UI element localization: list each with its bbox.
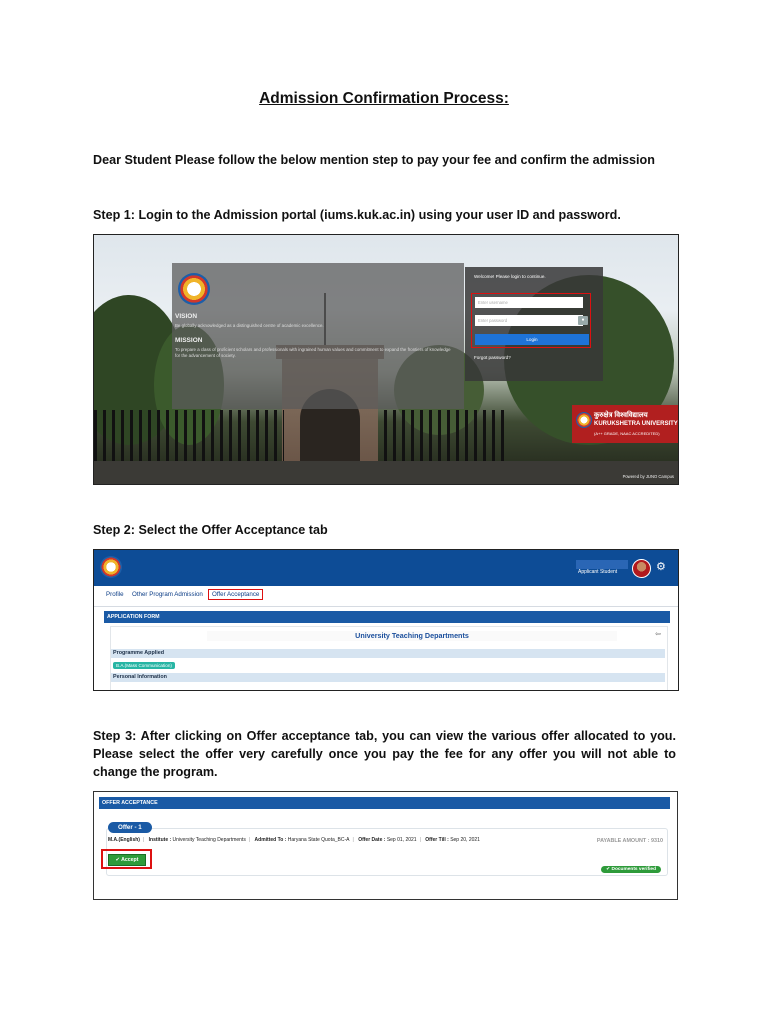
offer-acceptance-header: OFFER ACCEPTANCE [99, 797, 670, 809]
institute-label: Institute : [148, 837, 172, 843]
tab-profile[interactable]: Profile [106, 591, 124, 598]
tab-other-program-admission[interactable]: Other Program Admission [132, 591, 203, 598]
mission-text: To prepare a class of proficient scholars and professionals with ingrained human values and commitment to expand the frontiers of knowledge for the advancement of society. [175, 347, 451, 358]
portal-header [94, 550, 678, 586]
step-2-text: Step 2: Select the Offer Acceptance tab [93, 523, 328, 537]
login-box [465, 267, 603, 381]
powered-by: Powered by JUNO Campus [622, 474, 674, 479]
password-field[interactable] [475, 315, 583, 326]
tab-offer-acceptance[interactable]: Offer Acceptance [208, 589, 263, 600]
mission-heading: MISSION [175, 337, 203, 344]
programme-pill: B.A.(Mass Communication) [113, 662, 175, 669]
offer-card [106, 828, 668, 876]
username-field[interactable]: Enter username [475, 297, 583, 308]
portal-screenshot [93, 549, 679, 691]
avatar[interactable] [632, 559, 651, 578]
offer-label: Offer - 1 [108, 822, 152, 833]
documents-verified-badge: ✔ Documents verified [601, 866, 661, 873]
gear-icon[interactable]: ⚙ [656, 561, 666, 573]
university-logo-icon [178, 273, 210, 305]
programme-applied-heading: Programme Applied [111, 649, 665, 658]
banner-logo-icon [576, 412, 592, 428]
offer-till-value: Sep 20, 2021 [450, 837, 480, 843]
portal-tabs [94, 586, 678, 607]
banner-hindi: कुरुक्षेत्र विश्वविद्यालय [594, 412, 648, 419]
vision-mission-panel [172, 263, 464, 409]
banner-name: KURUKSHETRA UNIVERSITY [594, 421, 678, 427]
offer-screenshot [93, 791, 678, 900]
back-arrow-icon[interactable]: ⇦ [655, 631, 661, 638]
accept-button[interactable]: ✔ Accept [108, 854, 146, 866]
application-form-header: APPLICATION FORM [104, 611, 670, 623]
payable-amount: PAYABLE AMOUNT : 9310 [596, 838, 663, 844]
offer-date-value: Sep 01, 2021 [386, 837, 417, 843]
accept-highlight-box [101, 849, 152, 869]
offer-details: M.A.(English) | Institute : University Teaching Departments | Admitted To : Haryana State Quota_BC-A | Offer Date : Sep 01, 2021 | Offer Till : Sep 20, 2021 [108, 837, 480, 843]
admitted-label: Admitted To : [254, 837, 287, 843]
offer-program: M.A.(English) [108, 837, 140, 843]
user-name-redacted [576, 560, 628, 569]
offer-till-label: Offer Till : [425, 837, 449, 843]
road [94, 461, 678, 484]
highlight-box [471, 293, 591, 348]
application-form-card [110, 626, 668, 691]
step-3-text: Step 3: After clicking on Offer acceptance tab, you can view the various offer allocated to you. Please select the offer very carefully once you pay the fee for any offer you will not able to change the program. [93, 729, 676, 779]
portal-logo-icon [100, 556, 122, 578]
step-1-text: Step 1: Login to the Admission portal (iums.kuk.ac.in) using your user ID and password. [93, 208, 621, 222]
intro-text: Dear Student Please follow the below mention step to pay your fee and confirm the admission [93, 153, 655, 167]
forgot-password-link[interactable]: Forgot password? [474, 355, 511, 360]
login-button[interactable]: Login [475, 334, 589, 345]
show-password-icon[interactable]: ● [578, 316, 588, 325]
institute-value: University Teaching Departments [172, 837, 246, 843]
password-placeholder: Enter password [478, 318, 508, 323]
vision-heading: VISION [175, 313, 198, 320]
personal-information-heading: Personal Information [111, 673, 665, 682]
admitted-value: Haryana State Quota_BC-A [287, 837, 350, 843]
login-screenshot [93, 234, 679, 485]
document-title: Admission Confirmation Process: [259, 90, 509, 107]
banner-grade: (A++ GRADE, NAAC ACCREDITED) [594, 431, 660, 436]
user-role: Applicant Student [578, 569, 618, 575]
university-banner [572, 405, 678, 443]
department-title: University Teaching Departments [207, 631, 617, 641]
offer-date-label: Offer Date : [358, 837, 386, 843]
welcome-text: Welcome! Please login to continue. [474, 274, 546, 279]
vision-text: Be globally acknowledged as a distinguished centre of academic excellence. [175, 323, 324, 328]
